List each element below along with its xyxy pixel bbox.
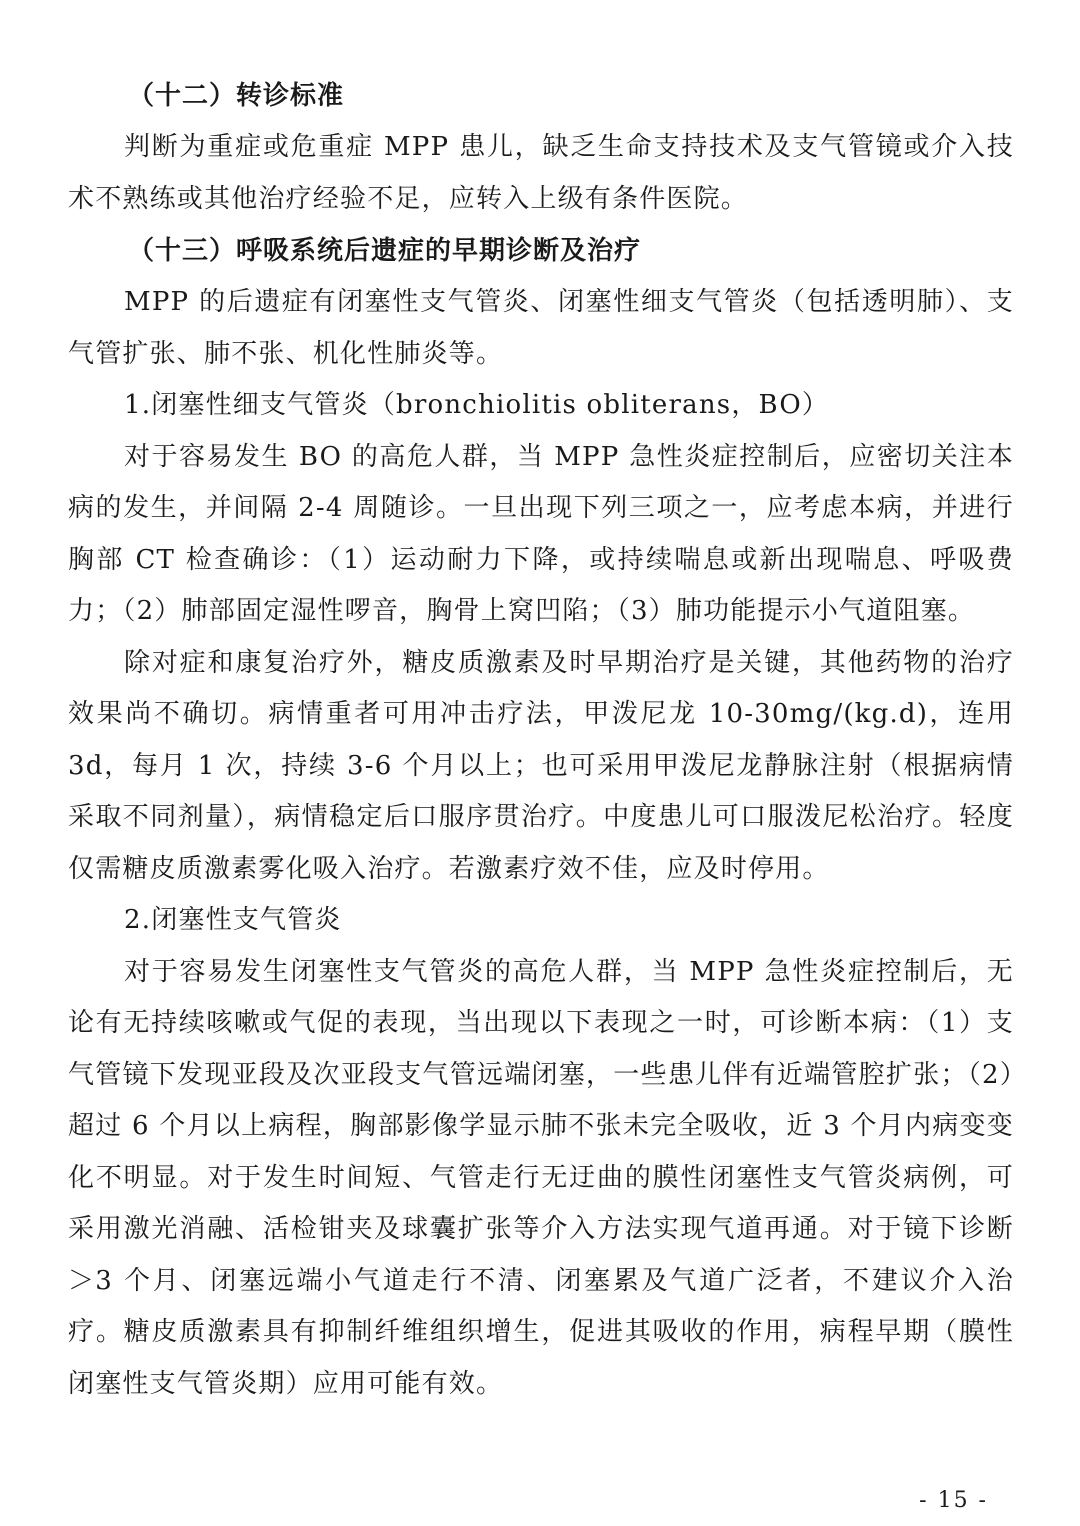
document-page [68,70,1014,1410]
section-13-intro: MPP 的后遗症有闭塞性支气管炎、闭塞性细支气管炎（包括透明肺）、支气管扩张、肺不张、机化性肺炎等。 [68,287,1014,369]
subsection-1-paragraph-1: 对于容易发生 BO 的高危人群，当 MPP 急性炎症控制后，应密切关注本病的发生，并间隔 2-4 周随诊。一旦出现下列三项之一，应考虑本病，并进行胸部 CT 检查确诊：（1）运动耐力下降，或持续喘息或新出现喘息、呼吸费力；（2）肺部固定湿性啰音，胸骨上窝凹陷；（3）肺功能提示小气道阻塞。 [68,441,1014,626]
section-13-heading: （十三）呼吸系统后遗症的早期诊断及治疗 [128,236,642,266]
section-12-text: 判断为重症或危重症 MPP 患儿，缺乏生命支持技术及支气管镜或介入技术不熟练或其他治疗经验不足，应转入上级有条件医院。 [68,132,1014,214]
subsection-2-paragraph-1: 对于容易发生闭塞性支气管炎的高危人群，当 MPP 急性炎症控制后，无论有无持续咳嗽或气促的表现，当出现以下表现之一时，可诊断本病：（1）支气管镜下发现亚段及次亚段支气管远端闭塞，一些患儿伴有近端管腔扩张；（2）超过 6 个月以上病程，胸部影像学显示肺不张未完全吸收，近 3 个月内病变变化不明显。对于发生时间短、气管走行无迂曲的膜性闭塞性支气管炎病例，可采用激光消融、活检钳夹及球囊扩张等介入方法实现气道再通。对于镜下诊断＞3 个月、闭塞远端小气道走行不清、闭塞累及气道广泛者，不建议介入治疗。糖皮质激素具有抑制纤维组织增生，促进其吸收的作用，病程早期（膜性闭塞性支气管炎期）应用可能有效。 [68,956,1014,1399]
subsection-1-paragraph-2: 除对症和康复治疗外，糖皮质激素及时早期治疗是关键，其他药物的治疗效果尚不确切。病情重者可用冲击疗法，甲泼尼龙 10-30mg/(kg.d)，连用 3d，每月 1 次，持续 3-6 个月以上；也可采用甲泼尼龙静脉注射（根据病情采取不同剂量），病情稳定后口服序贯治疗。中度患儿可口服泼尼松治疗。轻度仅需糖皮质激素雾化吸入治疗。若激素疗效不佳，应及时停用。 [68,647,1014,884]
subsection-2-title: 2.闭塞性支气管炎 [124,905,342,935]
subsection-1-title: 1.闭塞性细支气管炎（bronchiolitis obliterans，BO） [124,390,830,420]
page-number: - 15 - [919,1488,988,1513]
section-12-heading: （十二）转诊标准 [128,81,345,111]
